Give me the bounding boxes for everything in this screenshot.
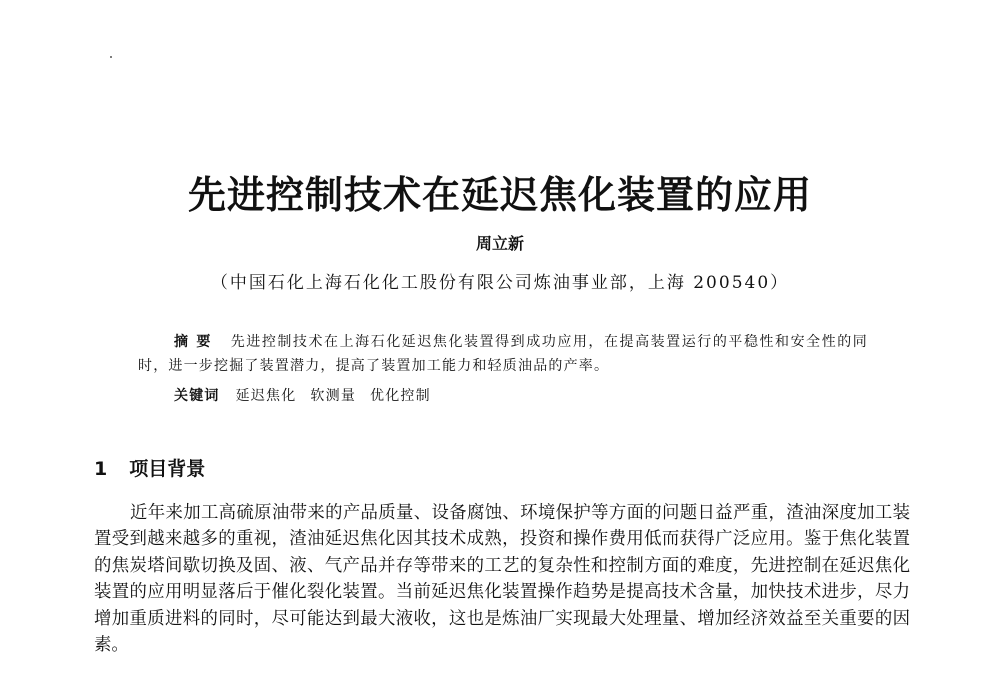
- keyword-item: 延迟焦化: [235, 388, 297, 404]
- abstract-label: 摘要: [174, 334, 219, 350]
- abstract-text: 先进控制技术在上海石化延迟焦化装置得到成功应用，在提高装置运行的平稳性和安全性的同时，进一步挖掘了装置潜力，提高了装置加工能力和轻质油品的产率。: [138, 334, 869, 374]
- keyword-item: 优化控制: [370, 388, 431, 404]
- section-heading: [94, 454, 205, 484]
- keywords-line: [174, 384, 874, 408]
- abstract-block: [138, 330, 868, 378]
- paper-title: 先进控制技术在延迟焦化装置的应用: [187, 173, 812, 217]
- author-name: 周立新: [475, 234, 524, 253]
- section-number: 1: [94, 458, 108, 480]
- author-affiliation: （中国石化上海石化化工股份有限公司炼油事业部，上海 200540）: [210, 273, 790, 293]
- body-paragraph: 近年来加工高硫原油带来的产品质量、设备腐蚀、环境保护等方面的问题日益严重，渣油深度加工装置受到越来越多的重视，渣油延迟焦化因其技术成熟，投资和操作费用低而获得广泛应用。鉴于焦化装置的焦炭塔间歇切换及固、液、气产品并存等带来的工艺的复杂性和控制方面的难度，先进控制在延迟焦化装置的应用明显落后于催化裂化装置。当前延迟焦化装置操作趋势是提高技术含量，加快技术进步，尽力增加重质进料的同时，尽可能达到最大液收，这也是炼油厂实现最大处理量、增加经济效益至关重要的因素。: [94, 503, 910, 656]
- keywords-label: 关键词: [174, 388, 220, 404]
- scan-speck: [110, 56, 112, 58]
- keyword-item: 软测量: [310, 388, 357, 404]
- section-title: 项目背景: [129, 458, 206, 480]
